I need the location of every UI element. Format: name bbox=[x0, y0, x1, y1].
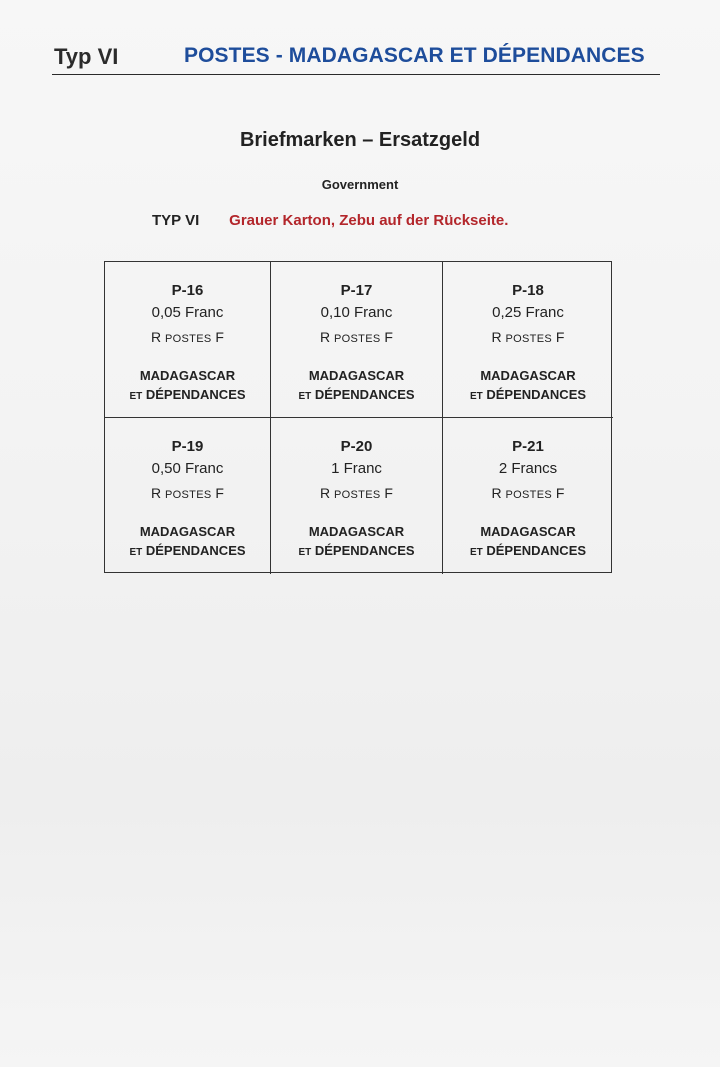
table-cell bbox=[443, 262, 613, 418]
catalog-number: P-19 bbox=[171, 438, 204, 455]
country-line-1: MADAGASCAR bbox=[480, 524, 576, 539]
catalog-number: P-18 bbox=[512, 282, 544, 299]
table-cell bbox=[105, 418, 271, 574]
denomination: 0,05 Franc bbox=[151, 304, 224, 321]
country-line-1: MADAGASCAR bbox=[308, 368, 405, 383]
table-cell bbox=[271, 418, 443, 574]
postes-text: R POSTES F bbox=[320, 329, 393, 345]
catalog-number: P-17 bbox=[340, 282, 373, 299]
type-line bbox=[152, 212, 508, 229]
postes-text: R POSTES F bbox=[151, 485, 224, 501]
table-cell bbox=[271, 262, 443, 418]
type-description: Grauer Karton, Zebu auf der Rückseite. bbox=[229, 212, 509, 229]
denomination: 0,10 Franc bbox=[320, 304, 393, 321]
header-type-label: Typ VI bbox=[54, 44, 119, 69]
postes-text: R POSTES F bbox=[491, 485, 565, 501]
type-label: TYP VI bbox=[152, 212, 200, 229]
postes-text: R POSTES F bbox=[491, 329, 565, 345]
notes-table bbox=[104, 261, 612, 573]
country-line-2: ET DÉPENDANCES bbox=[129, 543, 246, 558]
denomination: 1 Franc bbox=[331, 460, 382, 477]
country-line-2: ET DÉPENDANCES bbox=[469, 543, 587, 558]
page-header bbox=[52, 40, 660, 75]
country-line-2: ET DÉPENDANCES bbox=[298, 543, 415, 558]
header-title: POSTES - MADAGASCAR ET DÉPENDANCES bbox=[184, 44, 645, 67]
catalog-number: P-16 bbox=[171, 282, 204, 299]
country-line-2: ET DÉPENDANCES bbox=[129, 387, 246, 402]
catalog-number: P-21 bbox=[512, 438, 544, 455]
denomination: 0,50 Franc bbox=[151, 460, 224, 477]
catalog-number: P-20 bbox=[340, 438, 373, 455]
country-line-1: MADAGASCAR bbox=[139, 368, 236, 383]
table-cell bbox=[443, 418, 613, 574]
postes-text: R POSTES F bbox=[320, 485, 393, 501]
country-line-1: MADAGASCAR bbox=[480, 368, 576, 383]
denomination: 2 Francs bbox=[498, 460, 558, 477]
country-line-2: ET DÉPENDANCES bbox=[298, 387, 415, 402]
country-line-1: MADAGASCAR bbox=[308, 524, 405, 539]
table-cell bbox=[105, 262, 271, 418]
postes-text: R POSTES F bbox=[151, 329, 224, 345]
country-line-1: MADAGASCAR bbox=[139, 524, 236, 539]
page-subtitle: Government bbox=[321, 177, 399, 192]
country-line-2: ET DÉPENDANCES bbox=[469, 387, 587, 402]
page-title: Briefmarken – Ersatzgeld bbox=[239, 129, 481, 151]
denomination: 0,25 Franc bbox=[492, 304, 564, 321]
